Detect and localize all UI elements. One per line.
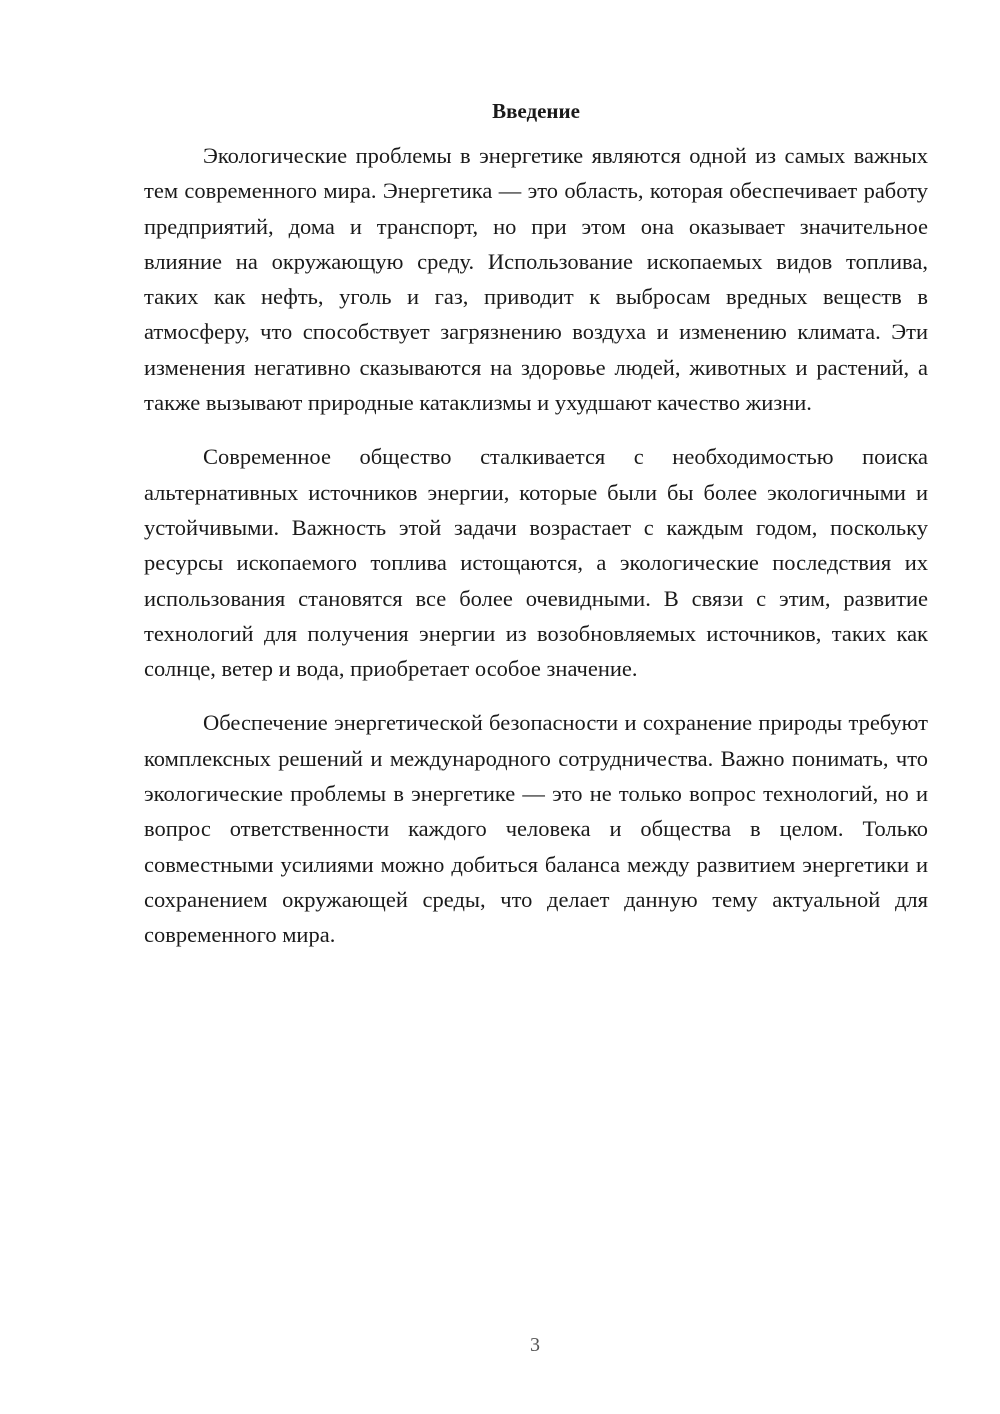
page-number: 3 [530, 1334, 540, 1356]
paragraph-1: Экологические проблемы в энергетике являются одной из самых важных тем современного мира. Энергетика — это область, которая обеспечивает работу предприятий, дома и транспорт, но при этом она оказывает значительное влияние на окружающую среду. Использование ископаемых видов топлива, таких как нефть, уголь и газ, приводит к выбросам вредных веществ в атмосферу, что способствует загрязнению воздуха и изменению климата. Эти изменения негативно сказываются на здоровье людей, животных и растений, а также вызывают природные катаклизмы и ухудшают качество жизни. [144, 143, 928, 416]
page-content [144, 96, 928, 972]
page-title: Введение [492, 99, 580, 123]
paragraph-2: Современное общество сталкивается с необходимостью поиска альтернативных источников энергии, которые были бы более экологичными и устойчивыми. Важность этой задачи возрастает с каждым годом, поскольку ресурсы ископаемого топлива истощаются, а экологические последствия их использования становятся все более очевидными. В связи с этим, развитие технологий для получения энергии из возобновляемых источников, таких как солнце, ветер и вода, приобретает особое значение. [144, 444, 928, 682]
paragraph-3: Обеспечение энергетической безопасности и сохранение природы требуют комплексных решений и международного сотрудничества. Важно понимать, что экологические проблемы в энергетике — это не только вопрос технологий, но и вопрос ответственности каждого человека и общества в целом. Только совместными усилиями можно добиться баланса между развитием энергетики и сохранением окружающей среды, что делает данную тему актуальной для современного мира. [144, 710, 928, 948]
